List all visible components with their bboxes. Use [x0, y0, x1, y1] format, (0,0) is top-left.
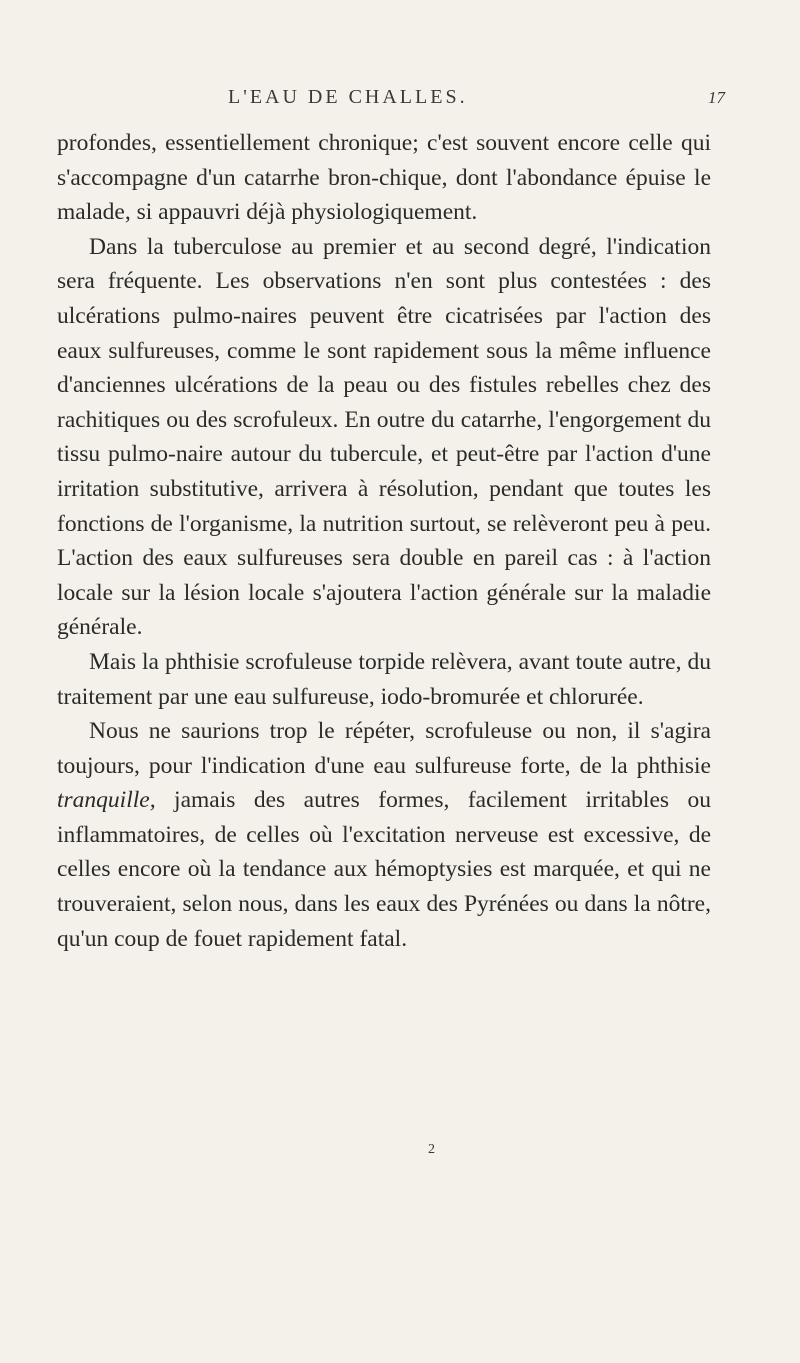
running-title: L'EAU DE CHALLES. — [228, 86, 468, 108]
paragraph-text: profondes, essentiellement chronique; c'est souvent encore celle qui s'accompagne d'un catarrhe bron-chique, dont l'abondance épuise le malade, si appauvri déjà physiologiquement. — [57, 130, 711, 226]
italic-text: tranquille, — [57, 787, 156, 814]
paragraph-text: Mais la phthisie scrofuleuse torpide relèvera, avant toute autre, du traitement par une eau sulfureuse, iodo-bromurée et chlorurée. — [57, 648, 711, 710]
paragraph-text: jamais des autres formes, facilement irritables ou inflammatoires, de celles où l'excitation nerveuse est excessive, de celles encore où la tendance aux hémoptysies est marquée, et qui ne trouveraient, selon nous, dans les eaux des Pyrénées ou dans la nôtre, qu'un coup de fouet rapidement fatal. — [57, 787, 711, 952]
paragraph — [57, 126, 711, 230]
page-number: 17 — [708, 88, 725, 107]
paragraph-text: Nous ne saurions trop le répéter, scrofuleuse ou non, il s'agira toujours, pour l'indication d'une eau sulfureuse forte, de la phthisie — [57, 718, 711, 779]
body-text — [57, 126, 711, 956]
paragraph — [57, 714, 711, 956]
paragraph-text: Dans la tuberculose au premier et au second degré, l'indication sera fréquente. Les observations n'en sont plus contestées : des ulcérations pulmo-naires peuvent être cicatrisées par l'action des eaux sulfureuses, comme le sont rapidement sous la même influence d'anciennes ulcérations de la peau ou des fistules rebelles chez des rachitiques ou des scrofuleux. En outre du catarrhe, l'engorgement du tissu pulmo-naire autour du tubercule, et peut-être par l'action d'une irritation substitutive, arrivera à résolution, pendant que toutes les fonctions de l'organisme, la nutrition surtout, se relèveront peu à peu. L'action des eaux sulfureuses sera double en pareil cas : à l'action locale sur la lésion locale s'ajoutera l'action générale sur la maladie générale. — [57, 233, 711, 641]
paragraph — [57, 645, 711, 714]
paragraph — [57, 230, 711, 645]
signature-mark: 2 — [428, 1142, 435, 1157]
